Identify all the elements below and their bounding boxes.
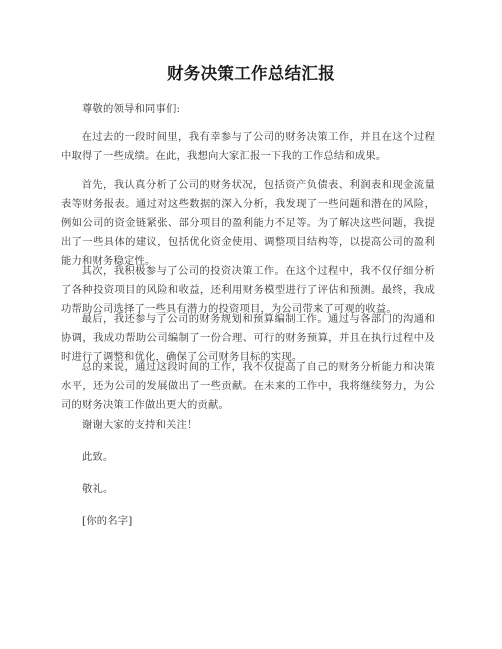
paragraph-investment: 其次，我积极参与了公司的投资决策工作。在这个过程中，我不仅仔细分析了各种投资项目的风险和收益，还利用财务模型进行了评估和预测。最终，我成功帮助公司选择了一些具有潜力的投资项目，为公司带来了可观的收益。 [61, 265, 435, 315]
paragraph-intro: 在过去的一段时间里，我有幸参与了公司的财务决策工作，并且在这个过程中取得了一些成绩。在此，我想向大家汇报一下我的工作总结和成果。 [61, 131, 435, 162]
salutation: 尊敬的领导和同事们: [82, 103, 181, 115]
regards-line: 敬礼。 [82, 483, 114, 495]
thanks-line: 谢谢大家的支持和关注！ [82, 419, 198, 431]
paragraph-summary: 总的来说，通过这段时间的工作，我不仅提高了自己的财务分析能力和决策水平，还为公司的发展做出了一些贡献。在未来的工作中，我将继续努力，为公司的财务决策工作做出更大的贡献。 [61, 361, 435, 411]
signature-placeholder: [你的名字] [82, 515, 133, 527]
closing-line: 此致。 [82, 451, 114, 463]
document-title: 财务决策工作总结汇报 [167, 64, 335, 83]
paragraph-financial-analysis: 首先，我认真分析了公司的财务状况，包括资产负债表、利润表和现金流量表等财务报表。通过对这些数据的深入分析，我发现了一些问题和潜在的风险，例如公司的资金链紧张、部分项目的盈利能力不足等。为了解决这些问题，我提出了一些具体的建议，包括优化资金使用、调整项目结构等，以提高公司的盈利能力和财务稳定性。 [61, 179, 435, 267]
paragraph-budget: 最后，我还参与了公司的财务规划和预算编制工作。通过与各部门的沟通和协调，我成功帮助公司编制了一份合理、可行的财务预算，并且在执行过程中及时进行了调整和优化，确保了公司财务目标的实现。 [61, 313, 435, 363]
